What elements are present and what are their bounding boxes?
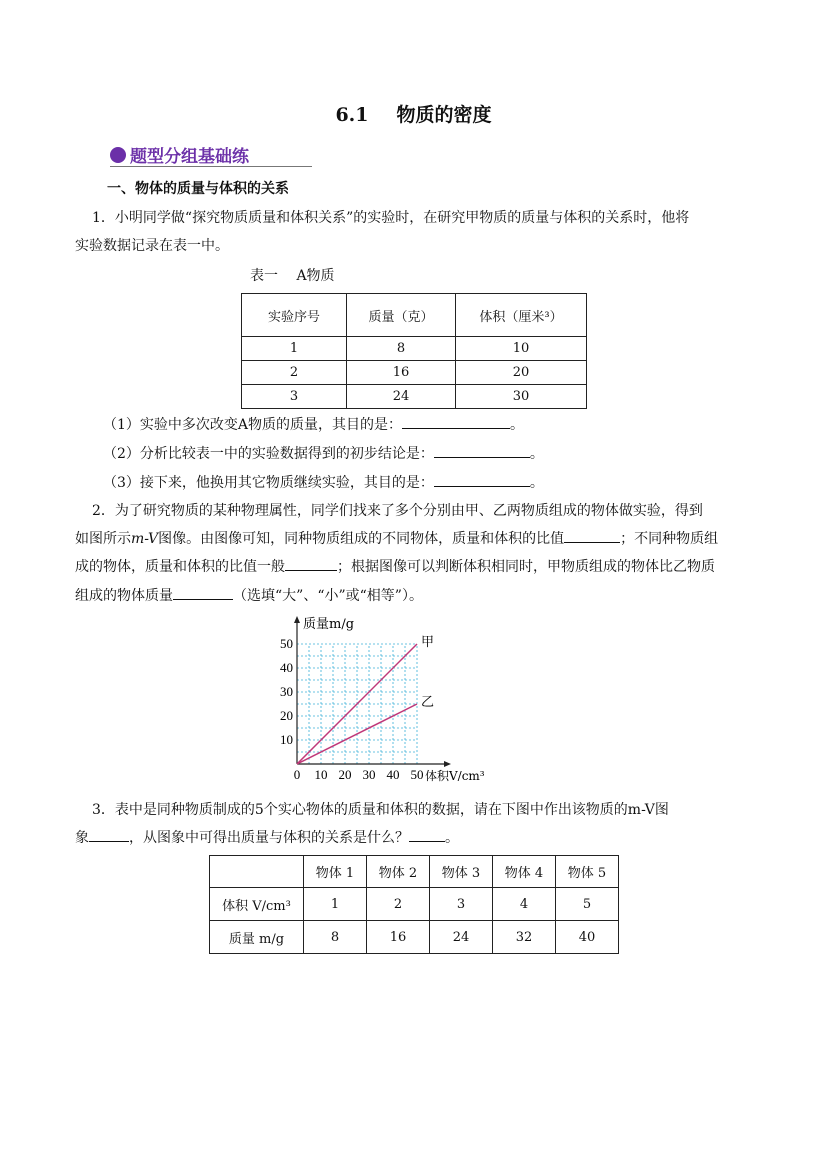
cell: 24 <box>430 921 493 954</box>
section-heading: 一、物体的质量与体积的关系 <box>107 181 289 197</box>
table3 <box>209 855 619 954</box>
t: ；根据图像可以判断体积相同时，甲物质组成的物体比乙物质 <box>337 559 715 575</box>
series-label: 乙 <box>421 695 435 710</box>
cell: 3 <box>430 888 493 921</box>
cell: 24 <box>347 385 456 409</box>
t: 图像。由图像可知，同种物质组成的不同物体，质量和体积的比值 <box>158 531 565 547</box>
q1-text <box>75 204 775 232</box>
t: 象 <box>75 830 89 846</box>
q1-line2: 实验数据记录在表一中。 <box>75 238 229 254</box>
y-tick-label: 30 <box>280 684 293 699</box>
mv-chart <box>260 610 490 790</box>
cell: 30 <box>456 385 587 409</box>
table-row <box>242 385 587 409</box>
y-tick-label: 40 <box>280 660 293 675</box>
x-tick-label: 20 <box>338 767 352 782</box>
punct: 。 <box>529 446 544 462</box>
q1-sub3 <box>103 469 803 497</box>
q2-line2 <box>75 525 775 553</box>
cell: 3 <box>242 385 347 409</box>
cell: 2 <box>367 888 430 921</box>
y-tick-label: 50 <box>280 636 293 651</box>
q2-line4 <box>75 582 775 610</box>
x-axis-label: 体积V/cm³ <box>425 769 485 783</box>
cell: 4 <box>493 888 556 921</box>
cell: 40 <box>556 921 619 954</box>
cell: 10 <box>456 337 587 361</box>
title-number: 6.1 <box>335 104 369 126</box>
cell: 1 <box>242 337 347 361</box>
q1-sub1 <box>103 411 803 439</box>
cell: 物体 2 <box>367 856 430 888</box>
table-row <box>210 856 619 888</box>
q3-line2 <box>75 824 775 852</box>
t: 组成的物体质量 <box>75 588 173 604</box>
cell: 物体 1 <box>304 856 367 888</box>
punct: 。 <box>510 417 525 433</box>
cell: 物体 5 <box>556 856 619 888</box>
answer-blank[interactable] <box>564 528 620 543</box>
series-label: 甲 <box>421 635 435 650</box>
cell: 16 <box>367 921 430 954</box>
y-tick-label: 10 <box>280 732 293 747</box>
t: 成的物体，质量和体积的比值一般 <box>75 559 285 575</box>
cell: 物体 3 <box>430 856 493 888</box>
y-axis-label: 质量m/g <box>303 617 355 632</box>
answer-blank[interactable] <box>285 556 337 571</box>
x-tick-label: 50 <box>410 767 424 782</box>
cell: 32 <box>493 921 556 954</box>
cell: 质量 m/g <box>210 921 304 954</box>
cell: 20 <box>456 361 587 385</box>
cell: 物体 4 <box>493 856 556 888</box>
y-axis-arrow-icon <box>294 616 300 623</box>
t: ，从图象中可得出质量与体积的关系是什么？ <box>129 830 409 846</box>
sub-text: （3）接下来，他换用其它物质继续实验，其目的是： <box>103 475 434 491</box>
cell <box>210 856 304 888</box>
cell: 1 <box>304 888 367 921</box>
t: 如图所示 <box>75 531 131 547</box>
q1-sub2 <box>103 440 803 468</box>
punct: 。 <box>529 475 544 491</box>
cell: 2 <box>242 361 347 385</box>
table-header: 实验序号 <box>242 294 347 337</box>
banner-text: 题型分组基础练 <box>130 147 249 167</box>
table1-caption: 表一 A物质 <box>250 268 335 284</box>
table-header: 体积（厘米³） <box>456 294 587 337</box>
q2-line3 <box>75 553 775 581</box>
q2-line1: 2．为了研究物质的某种物理属性，同学们找来了多个分别由甲、乙两物质组成的物体做实验，得到 <box>92 503 703 519</box>
sub-text: （2）分析比较表一中的实验数据得到的初步结论是： <box>103 446 434 462</box>
answer-blank[interactable] <box>89 827 129 842</box>
x-tick-label: 0 <box>293 767 301 782</box>
x-tick-label: 40 <box>386 767 400 782</box>
sub-text: （1）实验中多次改变A物质的质量，其目的是： <box>103 417 403 433</box>
table-row <box>210 888 619 921</box>
x-tick-label: 30 <box>362 767 376 782</box>
y-tick-label: 20 <box>280 708 293 723</box>
table-row <box>242 361 587 385</box>
table-header: 质量（克） <box>347 294 456 337</box>
t: ；不同种物质组 <box>620 531 719 547</box>
q1-line1: 1．小明同学做“探究物质质量和体积关系”的实验时，在研究甲物质的质量与体积的关系时，他将 <box>92 210 690 226</box>
table1 <box>241 293 587 409</box>
t: m-V <box>131 531 159 547</box>
title-text: 物质的密度 <box>396 104 492 126</box>
section-banner <box>110 142 312 167</box>
cell: 8 <box>347 337 456 361</box>
cell: 5 <box>556 888 619 921</box>
answer-blank[interactable] <box>434 443 530 458</box>
x-tick-label: 10 <box>314 767 328 782</box>
bullet-icon <box>110 147 126 163</box>
q3-line1: 3．表中是同种物质制成的5个实心物体的质量和体积的数据，请在下图中作出该物质的m-V图 <box>92 802 669 818</box>
answer-blank[interactable] <box>409 827 445 842</box>
x-axis-arrow-icon <box>444 761 451 767</box>
table-row <box>242 337 587 361</box>
cell: 体积 V/cm³ <box>210 888 304 921</box>
t: 。 <box>445 830 459 846</box>
table-row <box>210 921 619 954</box>
answer-blank[interactable] <box>173 585 233 600</box>
page-title <box>0 100 827 127</box>
cell: 16 <box>347 361 456 385</box>
answer-blank[interactable] <box>434 472 530 487</box>
answer-blank[interactable] <box>402 414 510 429</box>
cell: 8 <box>304 921 367 954</box>
t: （选填“大”、“小”或“相等”）。 <box>233 588 423 604</box>
